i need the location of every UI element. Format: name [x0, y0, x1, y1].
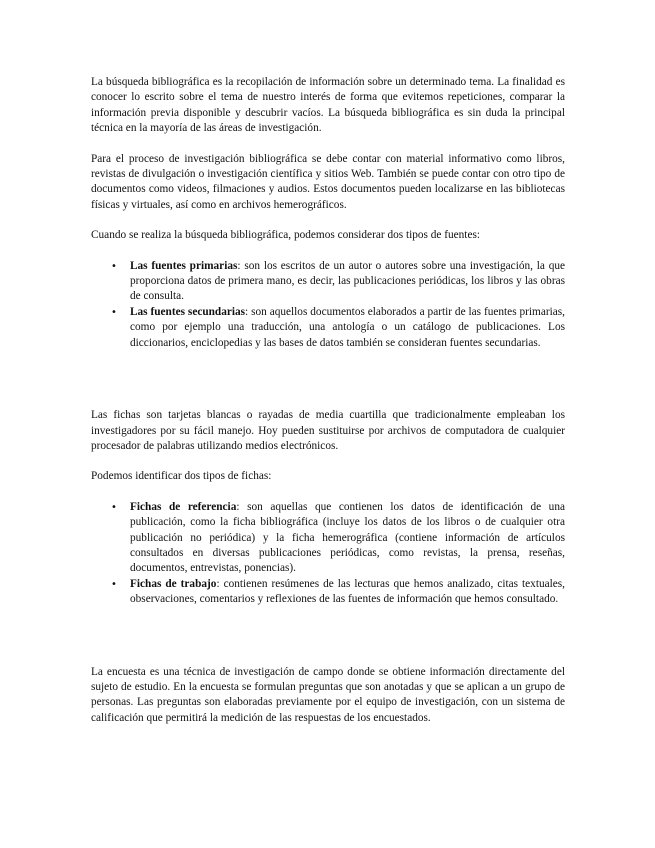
list-item-text: : son los escritos de un autor o autores sobre una investigación, la que proporciona datos de primera mano, es decir, las publicaciones periódicas, los libros y las obras de consulta.	[130, 259, 566, 303]
bullet-icon: •	[111, 578, 117, 590]
bullet-icon: •	[111, 501, 117, 513]
list-item-term: Fichas de trabajo	[130, 577, 217, 590]
document-page	[91, 75, 565, 726]
busqueda-intro-paragraph: La búsqueda bibliográfica es la recopilación de información sobre un determinado tema. La finalidad es conocer lo escrito sobre el tema de nuestro interés de forma que evitemos repeticiones, comparar la información previa disponible y descubrir vacíos. La búsqueda bibliográfica es sin duda la principal técnica en la mayoría de las áreas de investigación.	[91, 76, 565, 135]
list-item-term: Las fuentes secundarias	[130, 305, 246, 318]
list-item-text: : son aquellas que contienen los datos de identificación de una publicación, como la ficha bibliográfica (incluye los datos de los libros o de cualquier otra publicación no periódica) y la ficha hemerográfica (contiene información de artículos consultados en diversas publicaciones periódicas, como revistas, la prensa, reseñas, documentos, entrevistas, ponencias).	[130, 500, 565, 575]
encuesta-paragraph: La encuesta es una técnica de investigación de campo donde se obtiene información directamente del sujeto de estudio. En la encuesta se formulan preguntas que son anotadas y que se aplican a un grupo de personas. Las preguntas son elaboradas previamente por el equipo de investigación, con un sistema de calificación que permitirá la medición de las respuestas de los encuestados.	[91, 665, 565, 724]
list-item	[91, 305, 565, 351]
sources-lead-paragraph: Cuando se realiza la búsqueda bibliográfica, podemos considerar dos tipos de fuentes:	[91, 229, 480, 242]
list-item	[91, 259, 565, 305]
materials-paragraph: Para el proceso de investigación bibliográfica se debe contar con material informativo como libros, revistas de divulgación o investigación científica y sitios Web. También se puede contar con otro tipo de documentos como videos, filmaciones y audios. Estos documentos pueden localizarse en las bibliotecas físicas y virtuales, así como en archivos hemerográficos.	[91, 152, 565, 211]
list-item-term: Las fuentes primarias	[130, 259, 238, 272]
fichas-types-list	[91, 500, 565, 608]
list-item-text: : son aquellos documentos elaborados a partir de las fuentes primarias, como por ejemplo una traducción, una antología o un catálogo de publicaciones. Los diccionarios, enciclopedias y las bases de datos también se consideran fuentes secundarias.	[130, 305, 565, 349]
sources-list	[91, 259, 565, 351]
fichas-intro-paragraph: Las fichas son tarjetas blancas o rayadas de media cuartilla que tradicionalmente empleaban los investigadores por su fácil manejo. Hoy pueden sustituirse por archivos de computadora de cualquier procesador de palabras utilizando medios electrónicos.	[91, 409, 565, 452]
bullet-icon: •	[111, 306, 117, 318]
list-item	[91, 577, 565, 608]
fichas-types-lead-paragraph: Podemos identificar dos tipos de fichas:	[91, 470, 272, 483]
bullet-icon: •	[111, 260, 117, 272]
list-item	[91, 500, 565, 577]
list-item-text: : contienen resúmenes de las lecturas que hemos analizado, citas textuales, observaciones, comentarios y reflexiones de las fuentes de información que hemos consultado.	[130, 577, 566, 606]
list-item-term: Fichas de referencia	[130, 500, 237, 513]
